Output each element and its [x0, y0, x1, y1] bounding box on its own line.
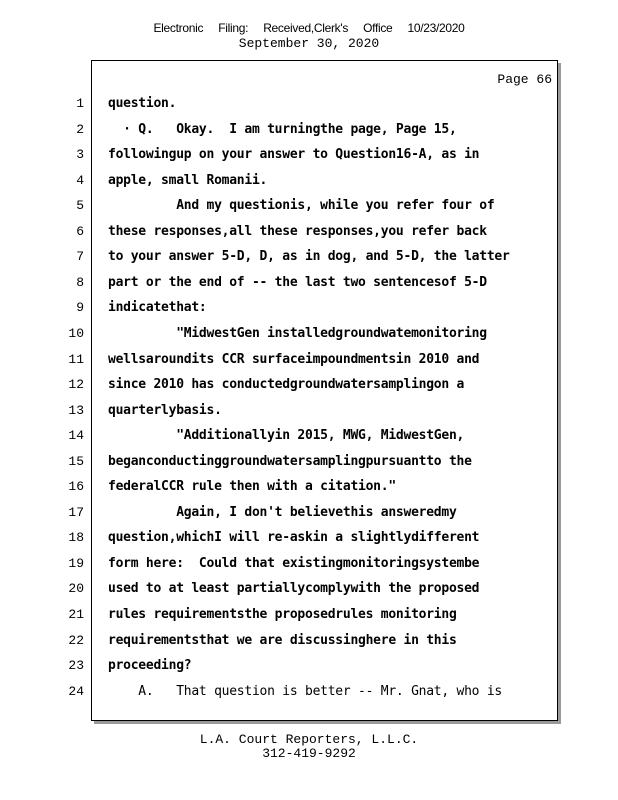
line-number: 3 [76, 147, 84, 162]
transcript-line: requirementsthat we are discussinghere in this [108, 633, 457, 648]
transcript-line: part or the end of -- the last two sentencesof 5-D [108, 275, 487, 290]
transcript-line: these responses,all these responses,you refer back [108, 224, 487, 239]
line-number: 16 [68, 479, 84, 494]
filing-stamp-filing: Filing: [218, 21, 249, 35]
line-number: 13 [68, 403, 84, 418]
line-number: 24 [68, 684, 84, 699]
transcript-line: "MidwestGen installedgroundwatemonitoring [108, 326, 487, 341]
transcript-line: beganconductinggroundwatersamplingpursuantto the [108, 454, 472, 469]
transcript-line: indicatethat: [108, 300, 207, 315]
transcript-line: to your answer 5-D, D, as in dog, and 5-D, the latter [108, 249, 510, 264]
transcript-line: quarterlybasis. [108, 403, 222, 418]
line-number: 21 [68, 607, 84, 622]
filing-stamp [0, 21, 618, 35]
transcript-line: federalCCR rule then with a citation." [108, 479, 396, 494]
transcript-line: Again, I don't believethis answeredmy [108, 505, 457, 520]
line-number: 23 [68, 658, 84, 673]
line-number: 19 [68, 556, 84, 571]
reporter-company: L.A. Court Reporters, L.L.C. [199, 732, 419, 747]
line-number: 6 [76, 224, 84, 239]
transcript-line: question. [108, 96, 177, 111]
transcript-line: followingup on your answer to Question16-A, as in [108, 147, 480, 162]
transcript-line: "Additionallyin 2015, MWG, MidwestGen, [108, 428, 465, 443]
transcript-line: since 2010 has conductedgroundwatersamplingon a [108, 377, 465, 392]
line-number: 4 [76, 173, 84, 188]
filing-stamp-date: 10/23/2020 [407, 21, 465, 35]
filing-stamp-received: Received,Clerk's [263, 21, 349, 35]
transcript-line: apple, small Romanii. [108, 173, 268, 188]
transcript-line: form here: Could that existingmonitoringsystembe [108, 556, 480, 571]
line-number: 5 [76, 198, 84, 213]
line-number: 15 [68, 454, 84, 469]
line-number: 7 [76, 249, 84, 264]
transcript-line: · Q. Okay. I am turningthe page, Page 15, [108, 122, 457, 137]
line-number: 12 [68, 377, 84, 392]
line-number: 22 [68, 633, 84, 648]
transcript-line: proceeding? [108, 658, 192, 673]
reporter-phone: 312-419-9292 [262, 746, 356, 761]
transcript-line: question,whichI will re-askin a slightlydifferent [108, 530, 480, 545]
line-number: 18 [68, 530, 84, 545]
line-number: 1 [76, 96, 84, 111]
line-number: 17 [68, 505, 84, 520]
filing-stamp-electronic: Electronic [153, 21, 204, 35]
transcript-line: And my questionis, while you refer four of [108, 198, 495, 213]
page-number: Page 66 [497, 72, 552, 87]
line-number: 9 [76, 300, 84, 315]
filing-stamp-office: Office [363, 21, 393, 35]
line-number: 8 [76, 275, 84, 290]
transcript-line: wellsaroundits CCR surfaceimpoundmentsin 2010 and [108, 352, 480, 367]
line-number: 11 [68, 352, 84, 367]
line-number: 10 [68, 326, 84, 341]
line-number: 14 [68, 428, 84, 443]
transcript-line: used to at least partiallycomplywith the proposed [108, 581, 480, 596]
transcript-date: September 30, 2020 [238, 36, 380, 51]
line-number: 2 [76, 122, 84, 137]
transcript-line: rules requirementsthe proposedrules monitoring [108, 607, 457, 622]
line-number: 20 [68, 581, 84, 596]
transcript-line: A. That question is better -- Mr. Gnat, who is [108, 684, 502, 699]
